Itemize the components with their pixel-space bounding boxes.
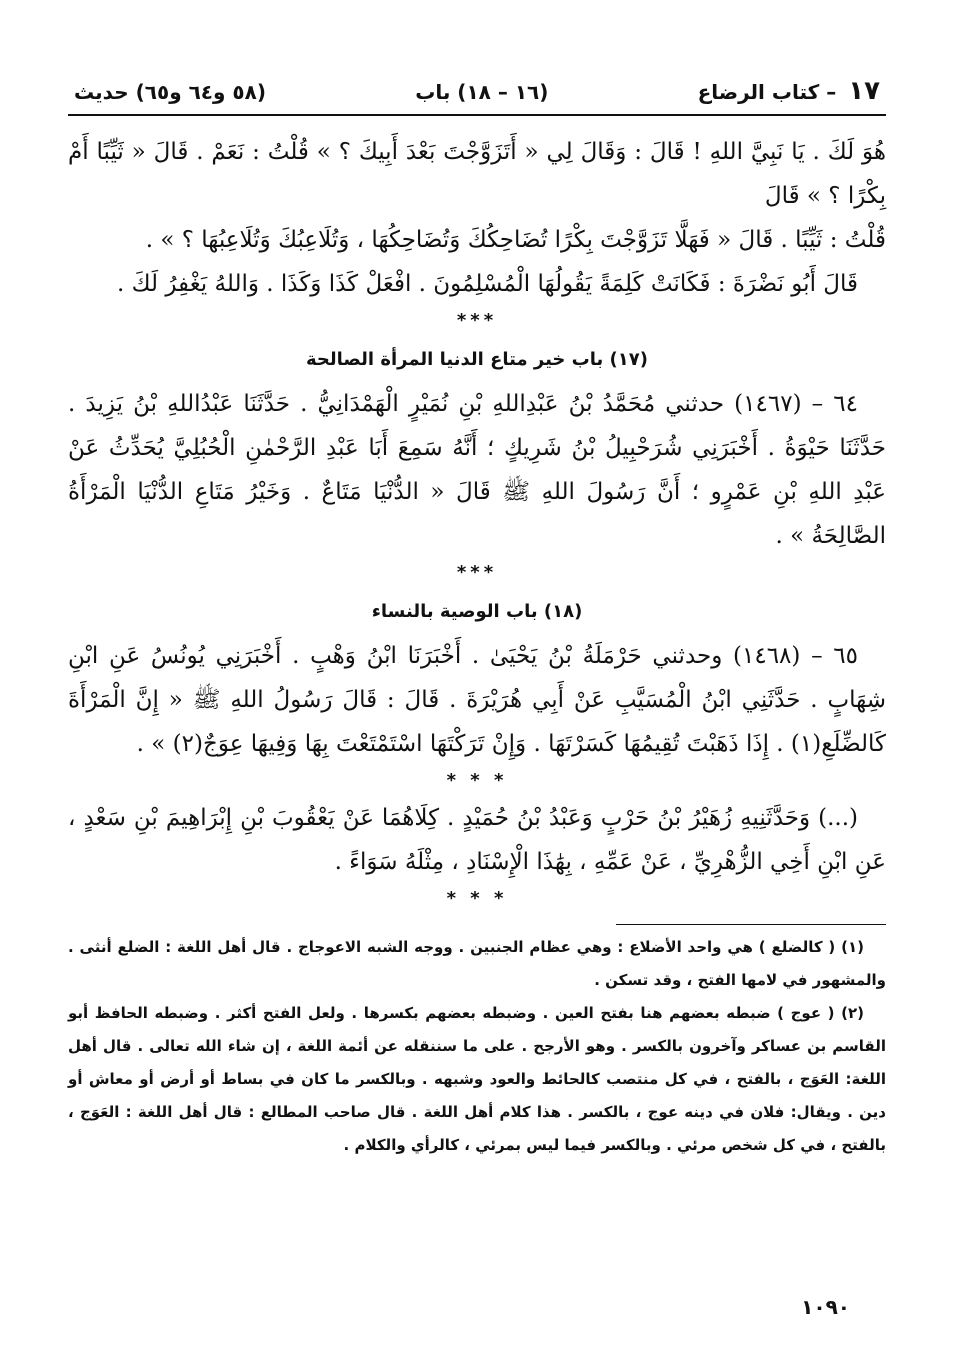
chapter-heading-17: (١٧) باب خير متاع الدنيا المرأة الصالحة [306, 349, 648, 370]
footnote-1: (١) ( كالضلع ) هي واحد الأضلاع : وهي عظام الجنبين . ووجه الشبه الاعوجاج . قال أهل اللغة : الضلع أنثى . والمشهور في لامها الفتح ، وقد تسكن . [68, 938, 886, 989]
main-text [68, 130, 886, 914]
header-chapter-ref: (١٦ – ١٨) باب [415, 80, 549, 104]
paragraph-abu-nadra: قَالَ أَبُو نَضْرَةَ : فَكَانَتْ كَلِمَةً يَقُولُهَا الْمُسْلِمُونَ . افْعَلْ كَذَا وَكَذَا . وَاللهُ يَغْفِرُ لَكَ . [117, 271, 858, 297]
hadith-65-variant: (...) وَحَدَّثَنِيهِ زُهَيْرُ بْنُ حَرْبٍ وَعَبْدُ بْنُ حُمَيْدٍ . كِلَاهُمَا عَنْ يَعْقُوبَ بْنِ إِبْرَاهِيمَ بْنِ سَعْدٍ ، عَنِ ابْنِ أَخِي الزُّهْرِيِّ ، عَنْ عَمِّهِ ، بِهَٰذَا الْإِسْنَادِ ، مِثْلَهُ سَوَاءً . [68, 805, 886, 875]
separator-stars-2: *** [456, 562, 498, 583]
page-number: ١٠٩٠ [801, 1295, 850, 1319]
separator-stars-1: *** [456, 310, 498, 331]
running-header [68, 76, 886, 116]
footnotes [68, 924, 886, 1162]
separator-stars-3: * * * [446, 770, 508, 791]
header-hadith-ref: (٥٨ و٦٤ و٦٥) حديث [74, 80, 266, 104]
footnote-2: (٢) ( عوج ) ضبطه بعضهم هنا بفتح العين . وضبطه بعضهم بكسرها . ولعل الفتح أكثر . وضبطه الحافظ أبو القاسم بن عساكر وآخرون بالكسر . وهو الأرجح . على ما سننقله عن أئمة اللغة ، إن شاء الله تعالى . قال أهل اللغة: العَوَج ، بالفتح ، في كل منتصب كالحائط والعود وشبهه . وبالكسر ما كان في بساط أو أرض أو معاش أو دين . ويقال: فلان في دينه عوج ، بالكسر . هذا كلام أهل اللغة . قال صاحب المطالع : قال أهل اللغة : العَوَج ، بالفتح ، في كل شخص مرئي . وبالكسر فيما ليس بمرئي ، كالرأي والكلام . [68, 1004, 886, 1154]
paragraph-continuation-2: قُلْتُ : ثَيِّبًا . قَالَ « فَهَلَّا تَزَوَّجْتَ بِكْرًا تُضَاحِكُكَ وَتُضَاحِكُهَا ، وَتُلَاعِبُكَ وَتُلَاعِبُهَا ؟ » . [145, 227, 886, 253]
footnote-divider [616, 924, 886, 925]
paragraph-continuation-1: هُوَ لَكَ . يَا نَبِيَّ اللهِ ! قَالَ : وَقَالَ لِي « أَتَزَوَّجْتَ بَعْدَ أَبِيكَ ؟ » قُلْتُ : نَعَمْ . قَالَ « ثَيِّبًا أَمْ بِكْرًا ؟ » قَالَ [68, 139, 886, 209]
header-right [698, 76, 880, 106]
header-section-number: ١٧ [848, 76, 880, 106]
hadith-64: ٦٤ – (١٤٦٧) حدثني مُحَمَّدُ بْنُ عَبْدِاللهِ بْنِ نُمَيْرٍ الْهَمْدَانِيُّ . حَدَّثَنَا عَبْدُاللهِ بْنُ يَزِيدَ . حَدَّثَنَا حَيْوَةُ . أَخْبَرَنِي شُرَحْبِيلُ بْنُ شَرِيكٍ ؛ أَنَّهُ سَمِعَ أَبَا عَبْدِ الرَّحْمٰنِ الْحُبُلِيَّ يُحَدِّثُ عَنْ عَبْدِ اللهِ بْنِ عَمْرٍو ؛ أَنَّ رَسُولَ اللهِ ﷺ قَالَ « الدُّنْيَا مَتَاعٌ . وَخَيْرُ مَتَاعِ الدُّنْيَا الْمَرْأَةُ الصَّالِحَةُ » . [68, 391, 886, 549]
hadith-65: ٦٥ – (١٤٦٨) وحدثني حَرْمَلَةُ بْنُ يَحْيَىٰ . أَخْبَرَنَا ابْنُ وَهْبٍ . أَخْبَرَنِي يُونُسُ عَنِ ابْنِ شِهَابٍ . حَدَّثَنِي ابْنُ الْمُسَيَّبِ عَنْ أَبِي هُرَيْرَةَ . قَالَ : قَالَ رَسُولُ اللهِ ﷺ « إِنَّ الْمَرْأَةَ كَالضِّلَعِ(١) . إِذَا ذَهَبْتَ تُقِيمُهَا كَسَرْتَهَا . وَإِنْ تَرَكْتَهَا اسْتَمْتَعْتَ بِهَا وَفِيهَا عِوَجٌ(٢) » . [68, 643, 886, 757]
chapter-heading-18: (١٨) باب الوصية بالنساء [371, 601, 583, 622]
header-book-title: – كتاب الرضاع [697, 80, 837, 104]
separator-stars-4: * * * [446, 888, 508, 909]
